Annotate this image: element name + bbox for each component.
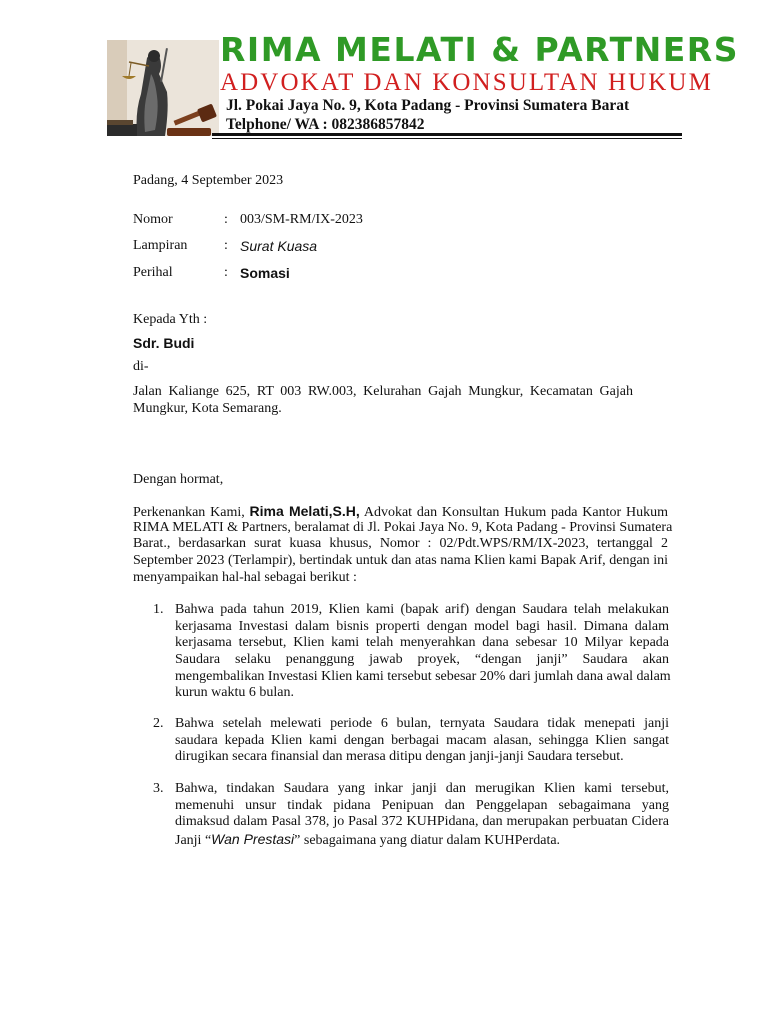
firm-phone: Telphone/ WA : 082386857842 bbox=[226, 116, 425, 133]
recipient-name: Sdr. Budi bbox=[133, 335, 195, 351]
point-line: memenuhi unsur tindak pidana Penipuan dan Penggelapan sebagaimana yang bbox=[175, 797, 669, 813]
intro-line: Barat., berdasarkan surat kuasa khusus, Nomor : 02/Pdt.WPS/RM/IX-2023, tertanggal 2 bbox=[133, 536, 668, 552]
firm-subtitle: ADVOKAT DAN KONSULTAN HUKUM bbox=[220, 69, 713, 96]
firm-address: Jl. Pokai Jaya No. 9, Kota Padang - Provinsi Sumatera Barat bbox=[226, 97, 630, 114]
address-line: Jalan Kaliange 625, RT 003 RW.003, Kelurahan Gajah Mungkur, Kecamatan Gajah bbox=[133, 384, 633, 399]
field-label-nomor: Nomor bbox=[133, 212, 173, 227]
field-label-lampiran: Lampiran bbox=[133, 238, 188, 253]
scales-of-justice-gavel-icon bbox=[107, 40, 219, 136]
point-line: Bahwa, tindakan Saudara yang inkar janji dan merugikan Klien kami tersebut, bbox=[175, 781, 669, 796]
field-sep-nomor: : bbox=[224, 212, 228, 227]
point-number: 1. bbox=[153, 602, 164, 617]
point-1 bbox=[175, 602, 669, 702]
point-3 bbox=[175, 781, 669, 848]
intro-line: menyampaikan hal-hal sebagai berikut : bbox=[133, 569, 357, 585]
point-line: Saudara selaku penanggung jawab proyek, “dengan janji” Saudara akan bbox=[175, 652, 669, 668]
field-sep-perihal: : bbox=[224, 265, 228, 280]
point-line: Janji “Wan Prestasi” sebagaimana yang diatur dalam KUHPerdata. bbox=[175, 831, 561, 849]
header-divider-thin bbox=[212, 138, 682, 139]
point-line: Bahwa pada tahun 2019, Klien kami (bapak arif) dengan Saudara telah melakukan bbox=[175, 602, 669, 617]
point-line: kerjasama Investasi dalam bisnis properti dengan model bagi hasil. Dimana dalam bbox=[175, 618, 669, 634]
lawyer-name: Rima Melati,S.H, bbox=[249, 503, 360, 519]
point-line: dirugikan secara finansial dan merasa ditipu dengan janji-janji Saudara tersebut. bbox=[175, 749, 624, 765]
point-number: 3. bbox=[153, 781, 164, 796]
header-divider bbox=[212, 133, 682, 136]
point-2 bbox=[175, 716, 669, 766]
point-line: dimaksud dalam Pasal 378, jo Pasal 372 KUHPidana, dan merupakan perbuatan Cidera bbox=[175, 814, 669, 830]
greeting: Dengan hormat, bbox=[133, 472, 224, 487]
letter-date: Padang, 4 September 2023 bbox=[133, 173, 284, 188]
intro-line: RIMA MELATI & Partners, beralamat di Jl. Pokai Jaya No. 9, Kota Padang - Provinsi Sumatera bbox=[133, 519, 673, 535]
wan-prestasi-term: Wan Prestasi bbox=[211, 831, 295, 848]
firm-name: RIMA MELATI & PARTNERS bbox=[220, 30, 739, 69]
intro-line: Perkenankan Kami, Rima Melati,S.H, Advokat dan Konsultan Hukum pada Kantor Hukum bbox=[133, 503, 668, 520]
point-line: Bahwa setelah melewati periode 6 bulan, ternyata Saudara tidak menepati janji bbox=[175, 716, 669, 731]
field-label-perihal: Perihal bbox=[133, 265, 173, 280]
point-number: 2. bbox=[153, 716, 164, 731]
point-line: kurun waktu 6 bulan. bbox=[175, 685, 294, 701]
point-line: saudara kepada Klien kami dengan berbagai macam alasan, sehingga Klien sangat bbox=[175, 732, 669, 748]
intro-line: September 2023 (Terlampir), bertindak untuk dan atas nama Klien kami Bapak Arif, dengan ini bbox=[133, 553, 668, 569]
field-value-nomor: 003/SM-RM/IX-2023 bbox=[240, 212, 363, 227]
field-value-lampiran: Surat Kuasa bbox=[240, 238, 318, 254]
address-line: Mungkur, Kota Semarang. bbox=[133, 400, 282, 416]
point-line: kerjasama tersebut, Klien kami telah menyerahkan dana sebesar 10 Milyar kepada bbox=[175, 635, 669, 651]
recipient-address bbox=[133, 384, 633, 417]
field-value-perihal: Somasi bbox=[240, 265, 290, 281]
intro-paragraph bbox=[133, 503, 673, 586]
point-line: mengembalikan Investasi Klien kami tersebut sebesar 20% dari jumlah dana awal dalam bbox=[175, 668, 671, 684]
recipient-di: di- bbox=[133, 359, 149, 374]
to-label: Kepada Yth : bbox=[133, 312, 208, 327]
field-sep-lampiran: : bbox=[224, 238, 228, 253]
